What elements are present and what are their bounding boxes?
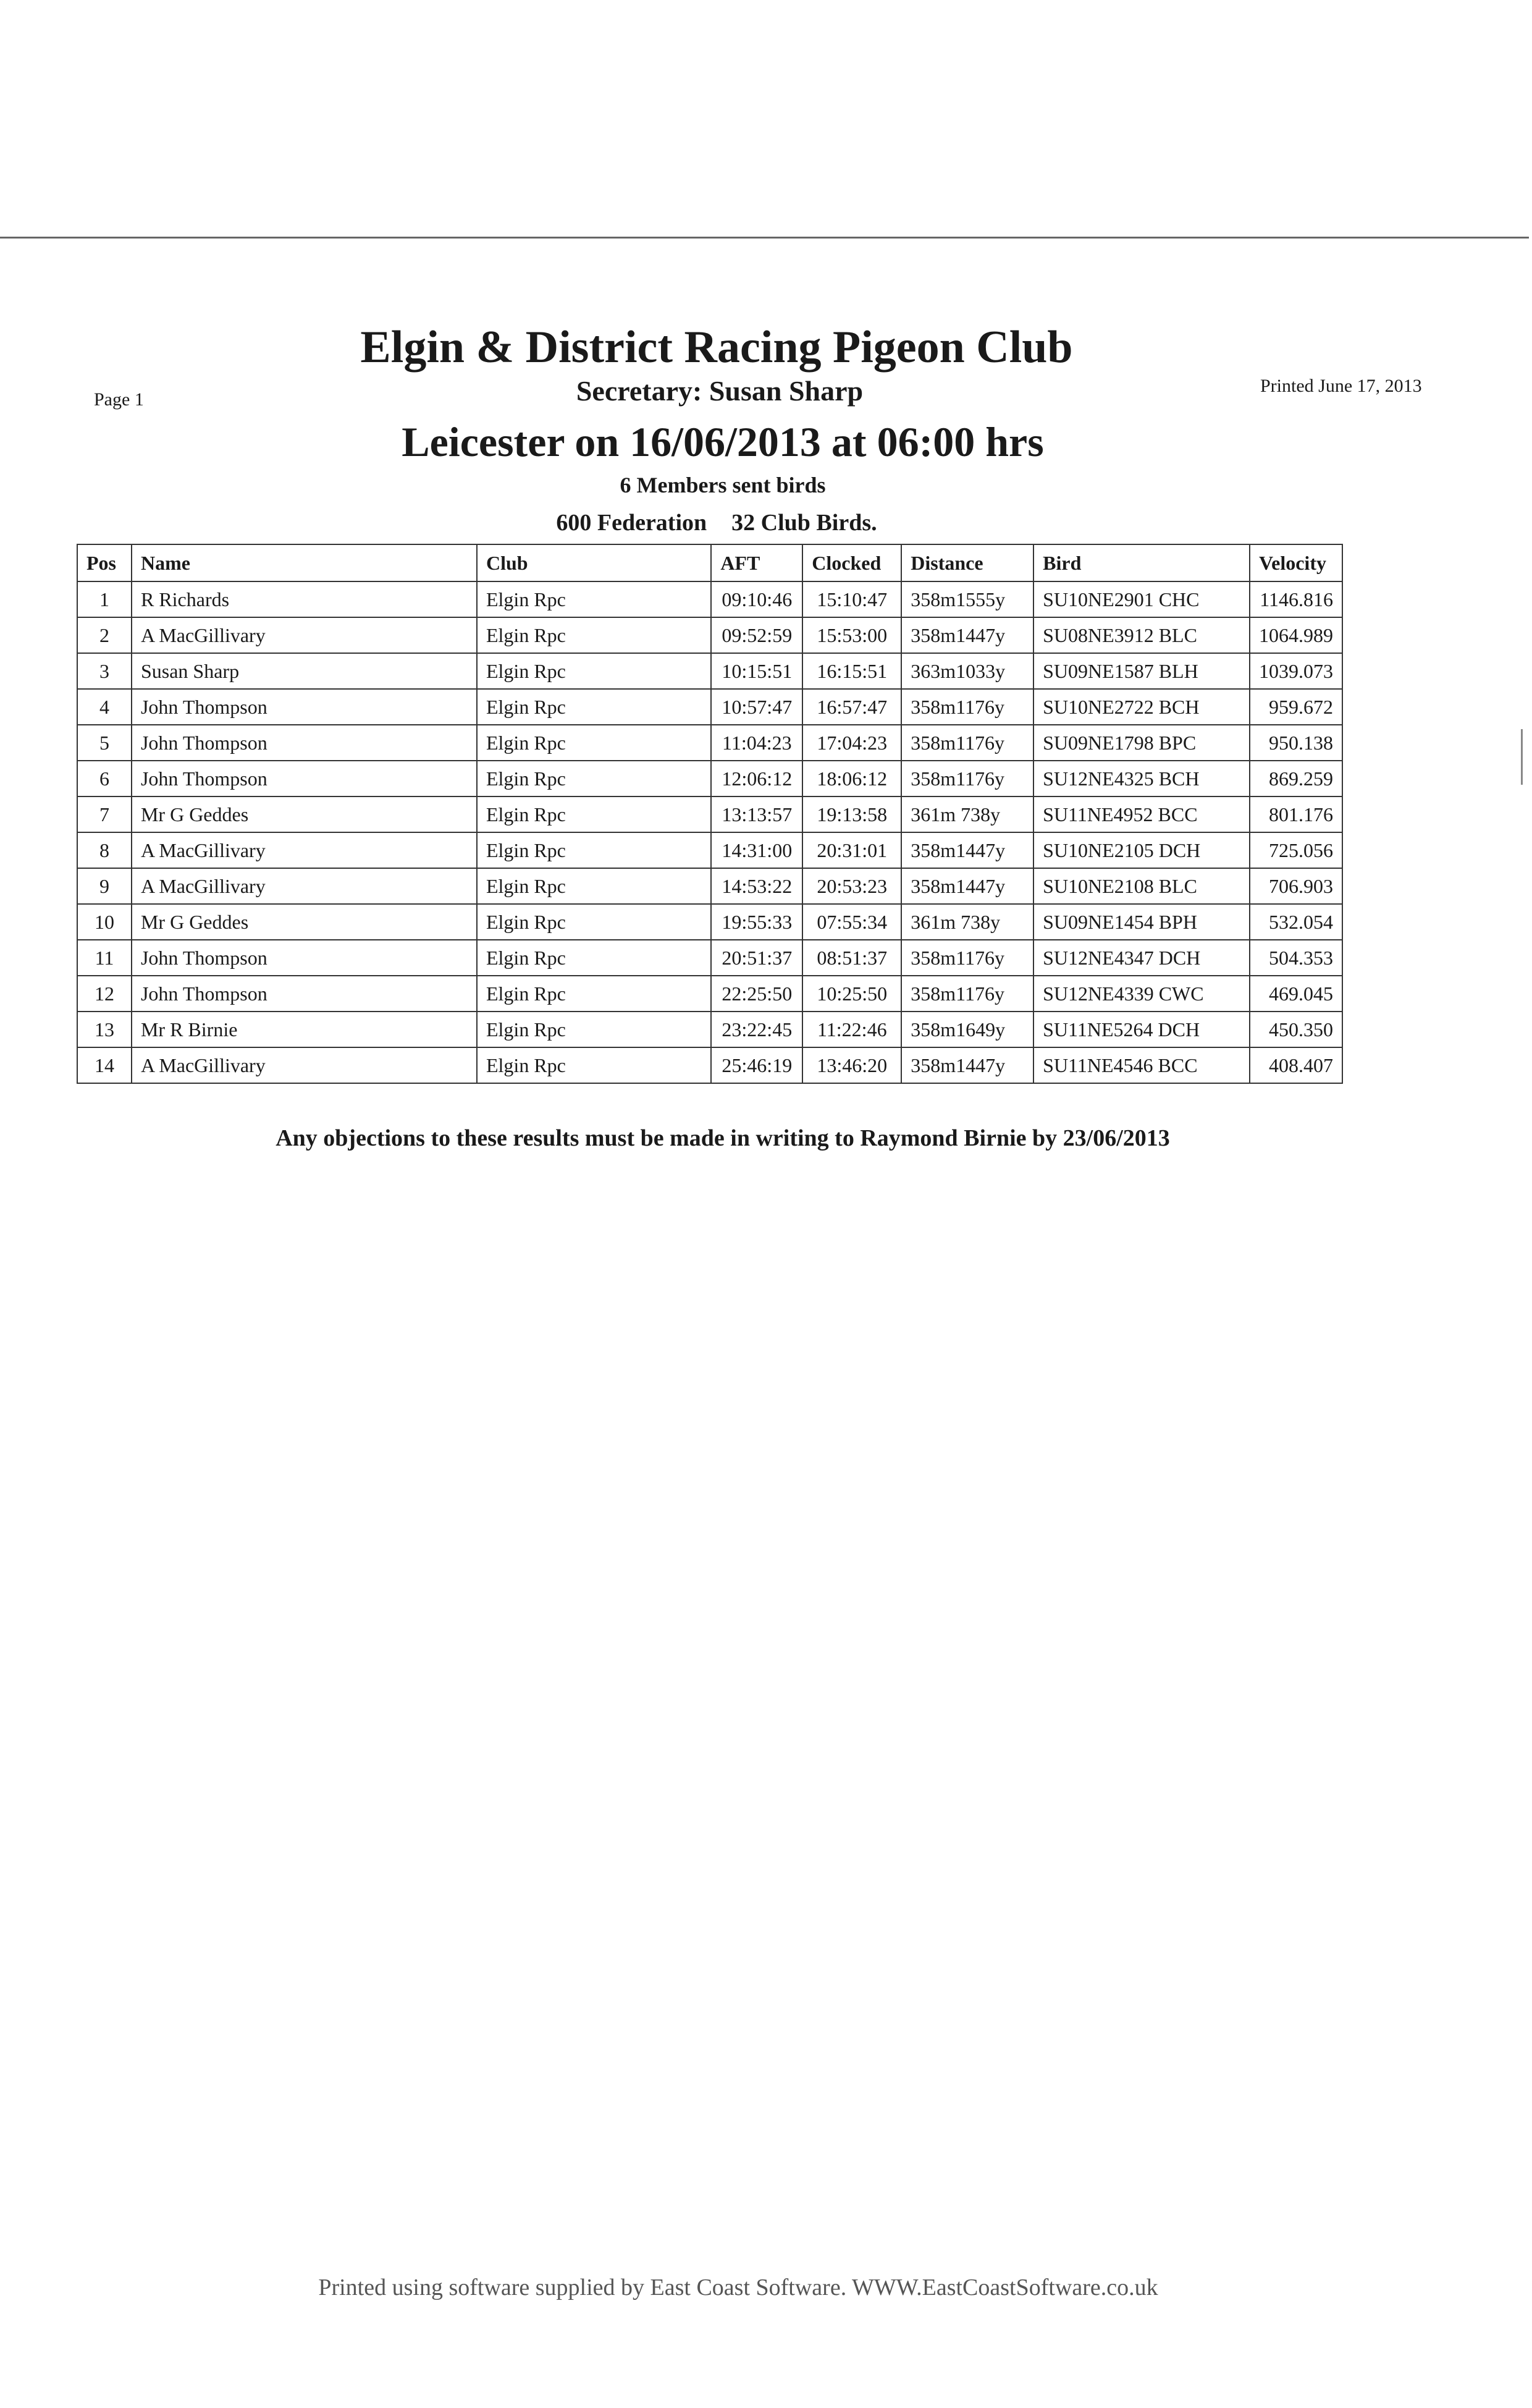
bird-cell: SU09NE1454 BPH bbox=[1033, 904, 1250, 940]
name-cell: John Thompson bbox=[132, 976, 477, 1012]
distance-cell: 358m1447y bbox=[901, 617, 1033, 653]
position-cell: 7 bbox=[77, 796, 132, 832]
club-cell: Elgin Rpc bbox=[477, 761, 711, 796]
name-cell: A MacGillivary bbox=[132, 868, 477, 904]
clocked-cell: 17:04:23 bbox=[802, 725, 901, 761]
aft-cell: 10:15:51 bbox=[711, 653, 802, 689]
column-header: Pos bbox=[77, 544, 132, 581]
clocked-cell: 15:53:00 bbox=[802, 617, 901, 653]
bird-cell: SU12NE4339 CWC bbox=[1033, 976, 1250, 1012]
bird-cell: SU11NE4546 BCC bbox=[1033, 1047, 1250, 1083]
position-cell: 6 bbox=[77, 761, 132, 796]
club-cell: Elgin Rpc bbox=[477, 725, 711, 761]
column-header: Velocity bbox=[1250, 544, 1342, 581]
velocity-cell: 869.259 bbox=[1250, 761, 1342, 796]
column-header: Name bbox=[132, 544, 477, 581]
name-cell: John Thompson bbox=[132, 761, 477, 796]
name-cell: A MacGillivary bbox=[132, 1047, 477, 1083]
aft-cell: 10:57:47 bbox=[711, 689, 802, 725]
bird-cell: SU08NE3912 BLC bbox=[1033, 617, 1250, 653]
distance-cell: 358m1176y bbox=[901, 976, 1033, 1012]
clocked-cell: 15:10:47 bbox=[802, 581, 901, 617]
position-cell: 12 bbox=[77, 976, 132, 1012]
federation-birds: 600 Federation bbox=[556, 510, 707, 536]
bird-cell: SU10NE2108 BLC bbox=[1033, 868, 1250, 904]
column-header: AFT bbox=[711, 544, 802, 581]
clocked-cell: 11:22:46 bbox=[802, 1012, 901, 1047]
velocity-cell: 706.903 bbox=[1250, 868, 1342, 904]
table-row bbox=[77, 1047, 1342, 1083]
name-cell: John Thompson bbox=[132, 940, 477, 976]
bird-cell: SU09NE1587 BLH bbox=[1033, 653, 1250, 689]
name-cell: John Thompson bbox=[132, 725, 477, 761]
table-row bbox=[77, 940, 1342, 976]
position-cell: 4 bbox=[77, 689, 132, 725]
distance-cell: 361m 738y bbox=[901, 904, 1033, 940]
name-cell: Mr R Birnie bbox=[132, 1012, 477, 1047]
table-row bbox=[77, 689, 1342, 725]
distance-cell: 358m1447y bbox=[901, 832, 1033, 868]
bird-cell: SU11NE5264 DCH bbox=[1033, 1012, 1250, 1047]
club-cell: Elgin Rpc bbox=[477, 868, 711, 904]
bird-cell: SU10NE2722 BCH bbox=[1033, 689, 1250, 725]
name-cell: A MacGillivary bbox=[132, 617, 477, 653]
aft-cell: 20:51:37 bbox=[711, 940, 802, 976]
members-sent: 6 Members sent birds bbox=[620, 473, 826, 497]
table-row bbox=[77, 617, 1342, 653]
table-row bbox=[77, 653, 1342, 689]
bird-cell: SU10NE2901 CHC bbox=[1033, 581, 1250, 617]
clocked-cell: 13:46:20 bbox=[802, 1047, 901, 1083]
scan-edge-mark bbox=[1521, 729, 1523, 785]
race-title: Leicester on 16/06/2013 at 06:00 hrs bbox=[402, 418, 1044, 465]
aft-cell: 14:31:00 bbox=[711, 832, 802, 868]
objections-notice: Any objections to these results must be made in writing to Raymond Birnie by 23/06/2013 bbox=[276, 1125, 1170, 1151]
clocked-cell: 07:55:34 bbox=[802, 904, 901, 940]
clocked-cell: 20:53:23 bbox=[802, 868, 901, 904]
velocity-cell: 725.056 bbox=[1250, 832, 1342, 868]
distance-cell: 358m1176y bbox=[901, 689, 1033, 725]
aft-cell: 25:46:19 bbox=[711, 1047, 802, 1083]
aft-cell: 22:25:50 bbox=[711, 976, 802, 1012]
velocity-cell: 1039.073 bbox=[1250, 653, 1342, 689]
distance-cell: 358m1447y bbox=[901, 868, 1033, 904]
velocity-cell: 950.138 bbox=[1250, 725, 1342, 761]
name-cell: Susan Sharp bbox=[132, 653, 477, 689]
column-header: Bird bbox=[1033, 544, 1250, 581]
club-cell: Elgin Rpc bbox=[477, 832, 711, 868]
distance-cell: 358m1176y bbox=[901, 761, 1033, 796]
table-row bbox=[77, 725, 1342, 761]
aft-cell: 13:13:57 bbox=[711, 796, 802, 832]
velocity-cell: 408.407 bbox=[1250, 1047, 1342, 1083]
club-title: Elgin & District Racing Pigeon Club bbox=[360, 322, 1073, 373]
table-row bbox=[77, 868, 1342, 904]
table-row bbox=[77, 581, 1342, 617]
clocked-cell: 16:15:51 bbox=[802, 653, 901, 689]
table-row bbox=[77, 976, 1342, 1012]
distance-cell: 358m1176y bbox=[901, 725, 1033, 761]
distance-cell: 358m1555y bbox=[901, 581, 1033, 617]
birds-count-line bbox=[0, 509, 1433, 536]
software-footer: Printed using software supplied by East Coast Software. WWW.EastCoastSoftware.co.uk bbox=[318, 2275, 1158, 2300]
velocity-cell: 469.045 bbox=[1250, 976, 1342, 1012]
velocity-cell: 959.672 bbox=[1250, 689, 1342, 725]
printed-date: Printed June 17, 2013 bbox=[1260, 376, 1422, 396]
clocked-cell: 10:25:50 bbox=[802, 976, 901, 1012]
position-cell: 13 bbox=[77, 1012, 132, 1047]
aft-cell: 09:52:59 bbox=[711, 617, 802, 653]
clocked-cell: 08:51:37 bbox=[802, 940, 901, 976]
aft-cell: 09:10:46 bbox=[711, 581, 802, 617]
club-cell: Elgin Rpc bbox=[477, 1012, 711, 1047]
distance-cell: 363m1033y bbox=[901, 653, 1033, 689]
position-cell: 14 bbox=[77, 1047, 132, 1083]
position-cell: 2 bbox=[77, 617, 132, 653]
table-row bbox=[77, 832, 1342, 868]
clocked-cell: 16:57:47 bbox=[802, 689, 901, 725]
name-cell: R Richards bbox=[132, 581, 477, 617]
velocity-cell: 1146.816 bbox=[1250, 581, 1342, 617]
column-header: Distance bbox=[901, 544, 1033, 581]
column-header: Club bbox=[477, 544, 711, 581]
velocity-cell: 450.350 bbox=[1250, 1012, 1342, 1047]
name-cell: John Thompson bbox=[132, 689, 477, 725]
clocked-cell: 20:31:01 bbox=[802, 832, 901, 868]
name-cell: Mr G Geddes bbox=[132, 904, 477, 940]
bird-cell: SU10NE2105 DCH bbox=[1033, 832, 1250, 868]
club-cell: Elgin Rpc bbox=[477, 796, 711, 832]
position-cell: 3 bbox=[77, 653, 132, 689]
bird-cell: SU12NE4347 DCH bbox=[1033, 940, 1250, 976]
bird-cell: SU09NE1798 BPC bbox=[1033, 725, 1250, 761]
club-cell: Elgin Rpc bbox=[477, 689, 711, 725]
secretary-line: Secretary: Susan Sharp bbox=[576, 375, 864, 407]
club-cell: Elgin Rpc bbox=[477, 653, 711, 689]
name-cell: Mr G Geddes bbox=[132, 796, 477, 832]
position-cell: 5 bbox=[77, 725, 132, 761]
club-birds: 32 Club Birds. bbox=[731, 510, 877, 536]
top-divider bbox=[0, 237, 1529, 239]
velocity-cell: 532.054 bbox=[1250, 904, 1342, 940]
club-cell: Elgin Rpc bbox=[477, 940, 711, 976]
aft-cell: 23:22:45 bbox=[711, 1012, 802, 1047]
club-cell: Elgin Rpc bbox=[477, 904, 711, 940]
club-cell: Elgin Rpc bbox=[477, 1047, 711, 1083]
clocked-cell: 19:13:58 bbox=[802, 796, 901, 832]
aft-cell: 11:04:23 bbox=[711, 725, 802, 761]
table-row bbox=[77, 904, 1342, 940]
distance-cell: 361m 738y bbox=[901, 796, 1033, 832]
table-row bbox=[77, 1012, 1342, 1047]
clocked-cell: 18:06:12 bbox=[802, 761, 901, 796]
name-cell: A MacGillivary bbox=[132, 832, 477, 868]
table-header-row bbox=[77, 544, 1342, 581]
velocity-cell: 801.176 bbox=[1250, 796, 1342, 832]
club-cell: Elgin Rpc bbox=[477, 617, 711, 653]
aft-cell: 14:53:22 bbox=[711, 868, 802, 904]
position-cell: 9 bbox=[77, 868, 132, 904]
bird-cell: SU12NE4325 BCH bbox=[1033, 761, 1250, 796]
column-header: Clocked bbox=[802, 544, 901, 581]
club-cell: Elgin Rpc bbox=[477, 581, 711, 617]
position-cell: 1 bbox=[77, 581, 132, 617]
results-table bbox=[77, 544, 1343, 1084]
position-cell: 8 bbox=[77, 832, 132, 868]
distance-cell: 358m1649y bbox=[901, 1012, 1033, 1047]
position-cell: 11 bbox=[77, 940, 132, 976]
results-body bbox=[77, 581, 1342, 1083]
velocity-cell: 504.353 bbox=[1250, 940, 1342, 976]
aft-cell: 12:06:12 bbox=[711, 761, 802, 796]
club-cell: Elgin Rpc bbox=[477, 976, 711, 1012]
table-row bbox=[77, 796, 1342, 832]
distance-cell: 358m1447y bbox=[901, 1047, 1033, 1083]
position-cell: 10 bbox=[77, 904, 132, 940]
page-number: Page 1 bbox=[94, 389, 144, 410]
aft-cell: 19:55:33 bbox=[711, 904, 802, 940]
table-row bbox=[77, 761, 1342, 796]
distance-cell: 358m1176y bbox=[901, 940, 1033, 976]
bird-cell: SU11NE4952 BCC bbox=[1033, 796, 1250, 832]
velocity-cell: 1064.989 bbox=[1250, 617, 1342, 653]
